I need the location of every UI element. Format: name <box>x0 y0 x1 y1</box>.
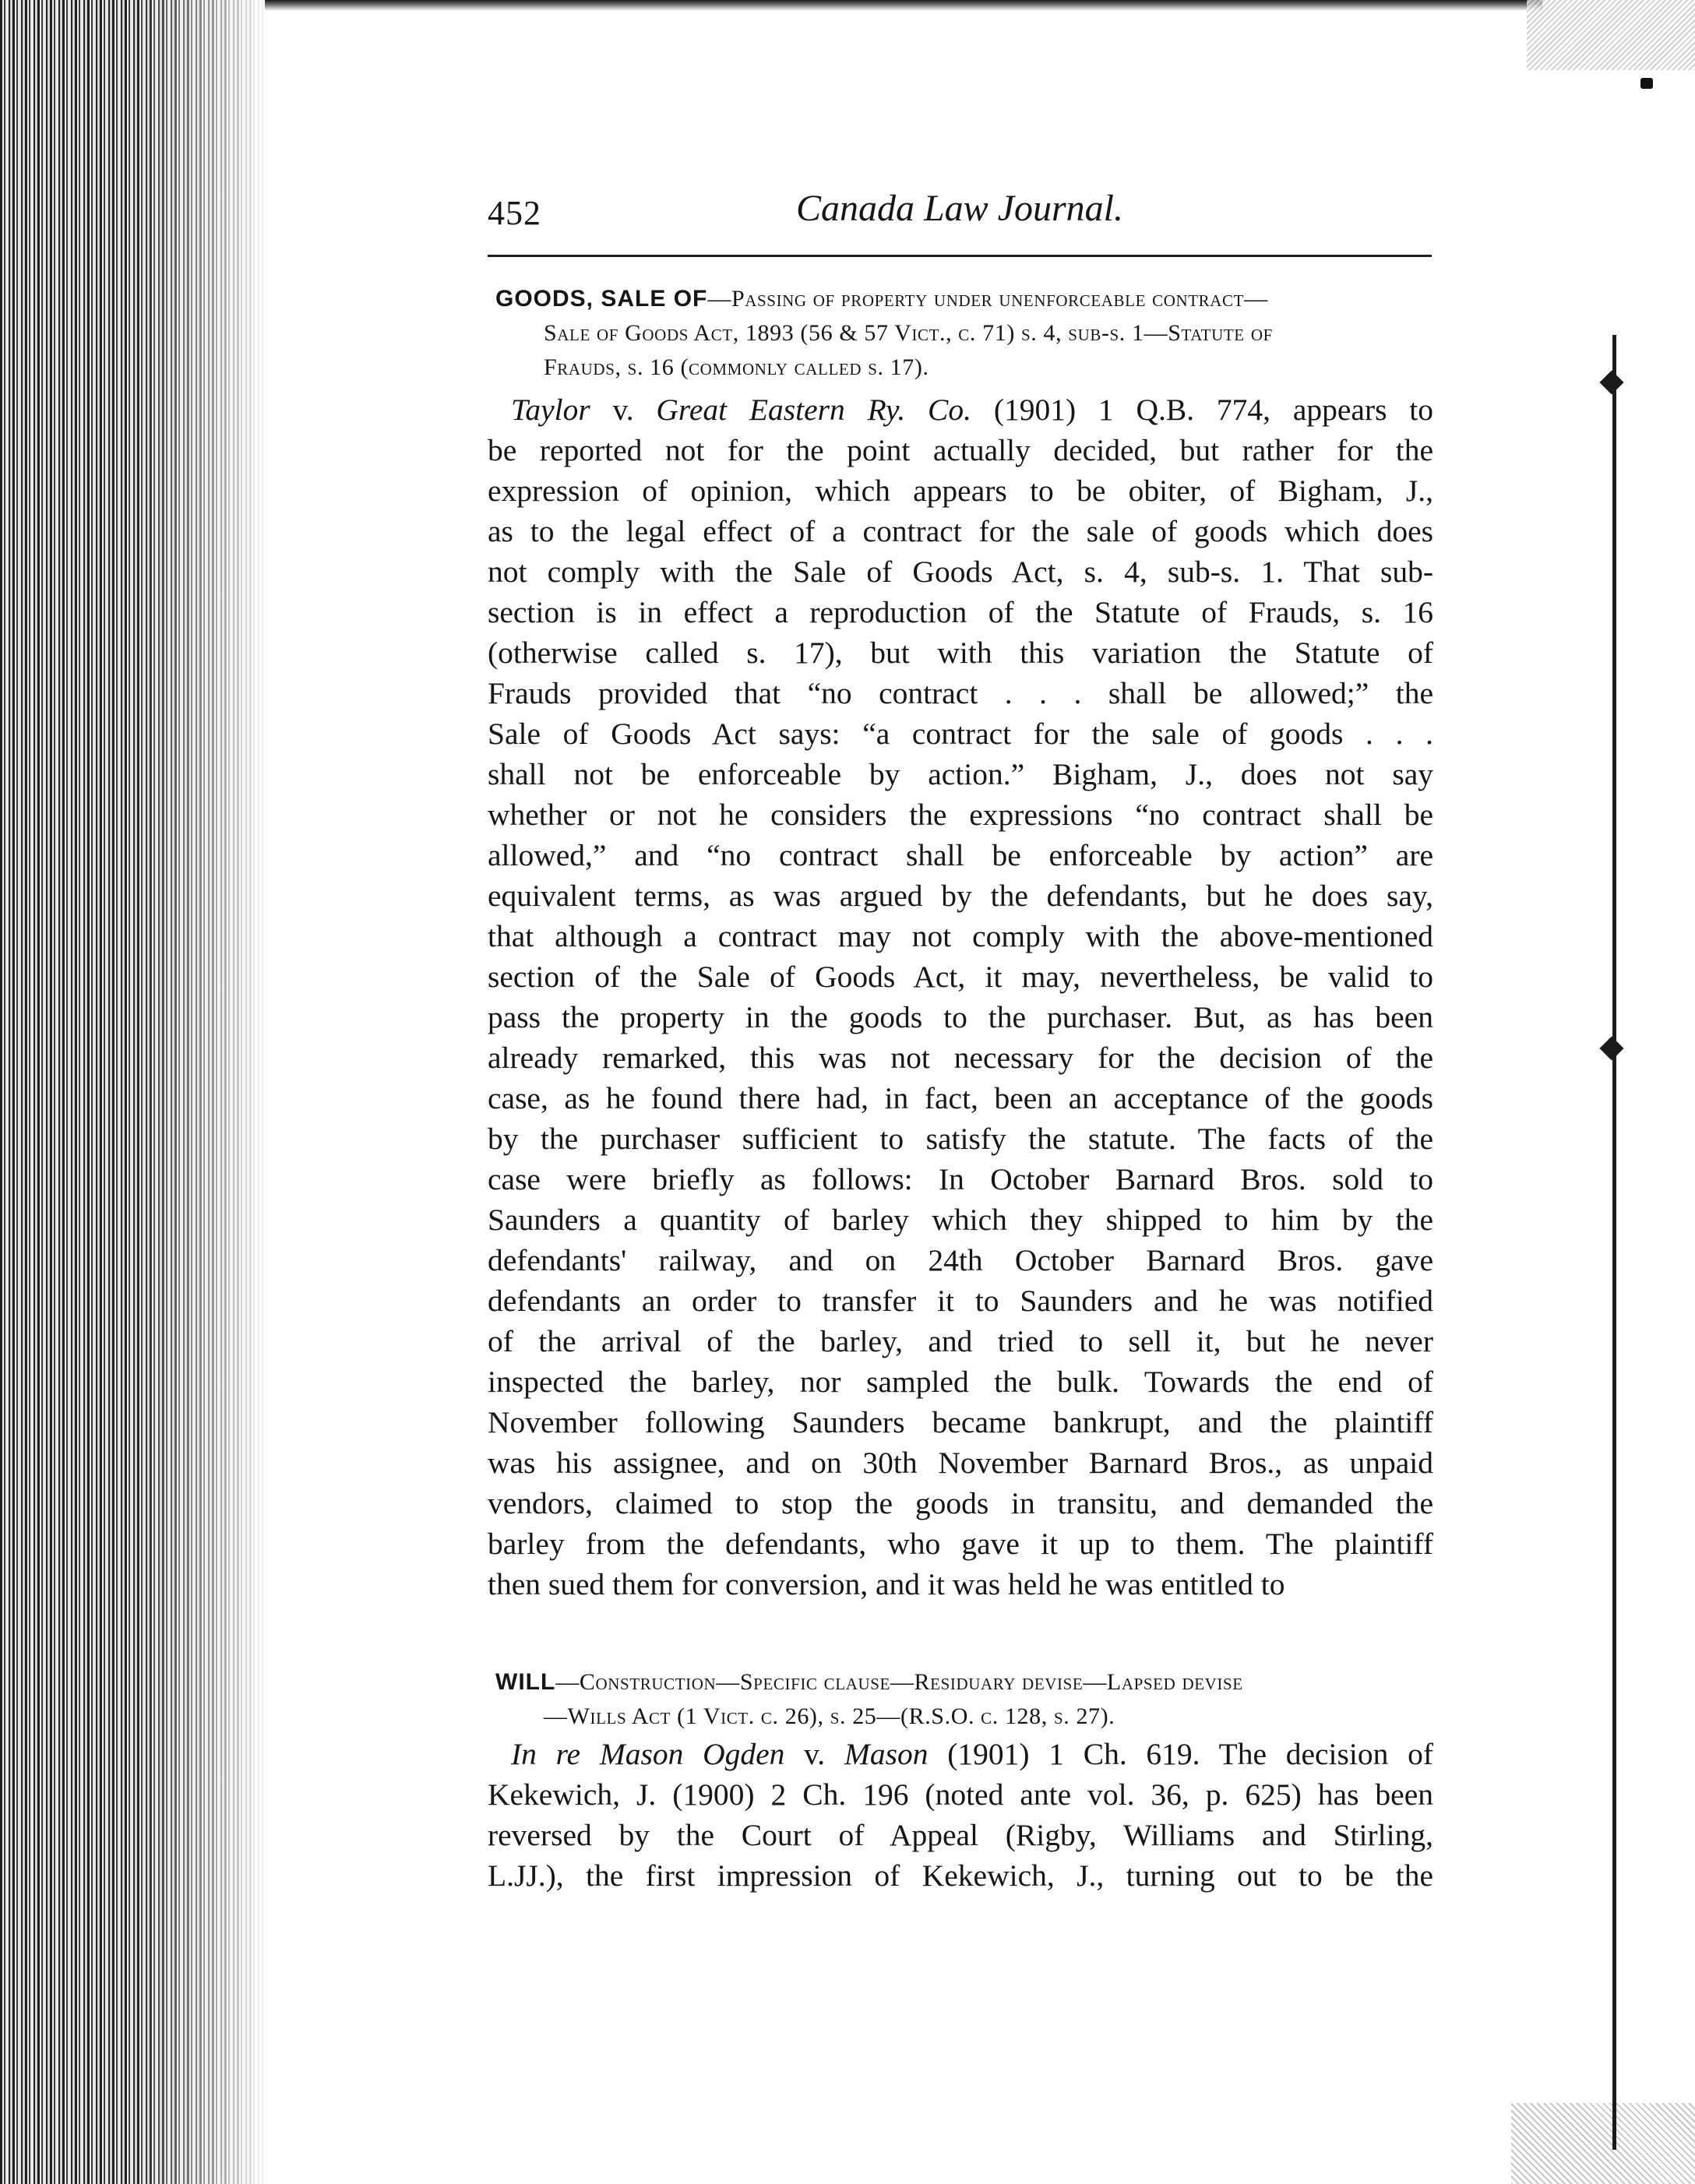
running-head <box>488 187 1432 241</box>
case-name-party: Mason <box>844 1737 929 1771</box>
paragraph-line: by the purchaser sufficient to satisfy the statute. The facts of the <box>488 1122 1433 1156</box>
scan-corner-top-right <box>1527 0 1695 70</box>
case-versus: v. <box>590 393 657 427</box>
right-rule-notch <box>1599 1036 1623 1060</box>
journal-title: Canada Law Journal. <box>795 188 1124 229</box>
headnote-line: Frauds, s. 16 (commonly called s. 17). <box>544 354 929 380</box>
paragraph-line: case, as he found there had, in fact, been an acceptance of the goods <box>488 1081 1433 1115</box>
citation-text: (1901) 1 Q.B. 774, appears to <box>971 393 1433 427</box>
citation-text: (1901) 1 Ch. 619. The decision of <box>928 1737 1433 1771</box>
page-top-border <box>265 0 1542 11</box>
paragraph-line: section of the Sale of Goods Act, it may, nevertheless, be valid to <box>488 960 1433 994</box>
paragraph-line: section is in effect a reproduction of the Statute of Frauds, s. 16 <box>488 595 1433 629</box>
paragraph-line: be reported not for the point actually decided, but rather for the <box>488 433 1433 467</box>
paragraph-line: was his assignee, and on 30th November Barnard Bros., as unpaid <box>488 1446 1433 1480</box>
page-number: 452 <box>488 194 541 232</box>
headnote-line <box>495 282 1435 316</box>
paragraph-line: of the arrival of the barley, and tried to sell it, but he never <box>488 1324 1433 1358</box>
paragraph-line: reversed by the Court of Appeal (Rigby, Williams and Stirling, <box>488 1818 1433 1852</box>
case-name-party: Taylor <box>511 393 590 427</box>
paragraph-line: then sued them for conversion, and it was held he was entitled to <box>488 1567 1285 1601</box>
paragraph-line: defendants' railway, and on 24th October Barnard Bros. gave <box>488 1243 1433 1277</box>
paragraph-line: Saunders a quantity of barley which they shipped to him by the <box>488 1203 1433 1237</box>
book-page-edge <box>0 0 269 2184</box>
paragraph-line: barley from the defendants, who gave it up to them. The plaintiff <box>488 1527 1433 1561</box>
paragraph-line: not comply with the Sale of Goods Act, s. 4, sub-s. 1. That sub- <box>488 555 1433 589</box>
headnote-keyword: GOODS, SALE OF <box>495 286 708 312</box>
right-margin-rule <box>1612 335 1616 2150</box>
paragraph-line: L.JJ.), the first impression of Kekewich, J., turning out to be the <box>488 1858 1433 1893</box>
paragraph-line: pass the property in the goods to the purchaser. But, as has been <box>488 1000 1433 1034</box>
paragraph-line: that although a contract may not comply with the above-mentioned <box>488 919 1433 953</box>
headnote-line: —Wills Act (1 Vict. c. 26), s. 25—(R.S.O. c. 128, s. 27). <box>544 1703 1115 1729</box>
headnote-line: Sale of Goods Act, 1893 (56 & 57 Vict., c. 71) s. 4, sub-s. 1—Statute of <box>544 320 1273 346</box>
paragraph-line: equivalent terms, as was argued by the defendants, but he does say, <box>488 879 1433 913</box>
paragraph-line: shall not be enforceable by action.” Bigham, J., does not say <box>488 757 1433 791</box>
headnote-keyword: WILL <box>495 1669 556 1695</box>
scan-corner-bottom-right <box>1511 2103 1695 2184</box>
paragraph-line: whether or not he considers the expressions “no contract shall be <box>488 798 1433 832</box>
paragraph-line: Sale of Goods Act says: “a contract for the sale of goods . . . <box>488 717 1433 751</box>
headnote-goods-sale <box>495 282 1435 385</box>
header-rule <box>488 255 1432 257</box>
paragraph-line: as to the legal effect of a contract for the sale of goods which does <box>488 514 1433 548</box>
paragraph-line: inspected the barley, nor sampled the bulk. Towards the end of <box>488 1365 1433 1399</box>
case-name-party: Great Eastern Ry. Co. <box>656 393 972 427</box>
paragraph-taylor-case <box>488 389 1433 1605</box>
case-name-party: In re Mason Ogden <box>511 1737 785 1771</box>
case-versus: v. <box>784 1737 844 1771</box>
corner-mark <box>1640 78 1653 89</box>
paragraph-line: Frauds provided that “no contract . . . shall be allowed;” the <box>488 676 1433 710</box>
paragraph-line: November following Saunders became bankrupt, and the plaintiff <box>488 1405 1433 1439</box>
paragraph-line: expression of opinion, which appears to be obiter, of Bigham, J., <box>488 474 1433 508</box>
paragraph-line: vendors, claimed to stop the goods in transitu, and demanded the <box>488 1486 1433 1520</box>
paragraph-line: (otherwise called s. 17), but with this variation the Statute of <box>488 636 1433 670</box>
headnote-line <box>495 1665 1435 1700</box>
paragraph-mason-case <box>488 1734 1433 1896</box>
right-rule-notch <box>1599 370 1623 394</box>
paragraph-line: defendants an order to transfer it to Saunders and he was notified <box>488 1284 1433 1318</box>
paragraph-line: case were briefly as follows: In October Barnard Bros. sold to <box>488 1162 1433 1196</box>
paragraph-line <box>488 389 1433 430</box>
paragraph-line: Kekewich, J. (1900) 2 Ch. 196 (noted ante vol. 36, p. 625) has been <box>488 1777 1433 1812</box>
paragraph-line: already remarked, this was not necessary for the decision of the <box>488 1041 1433 1075</box>
paragraph-line <box>488 1734 1433 1774</box>
headnote-will <box>495 1665 1435 1734</box>
headnote-text: —Passing of property under unenforceable contract— <box>707 286 1268 312</box>
headnote-text: —Construction—Specific clause—Residuary devise—Lapsed devise <box>555 1669 1243 1695</box>
paragraph-line: allowed,” and “no contract shall be enforceable by action” are <box>488 838 1433 872</box>
